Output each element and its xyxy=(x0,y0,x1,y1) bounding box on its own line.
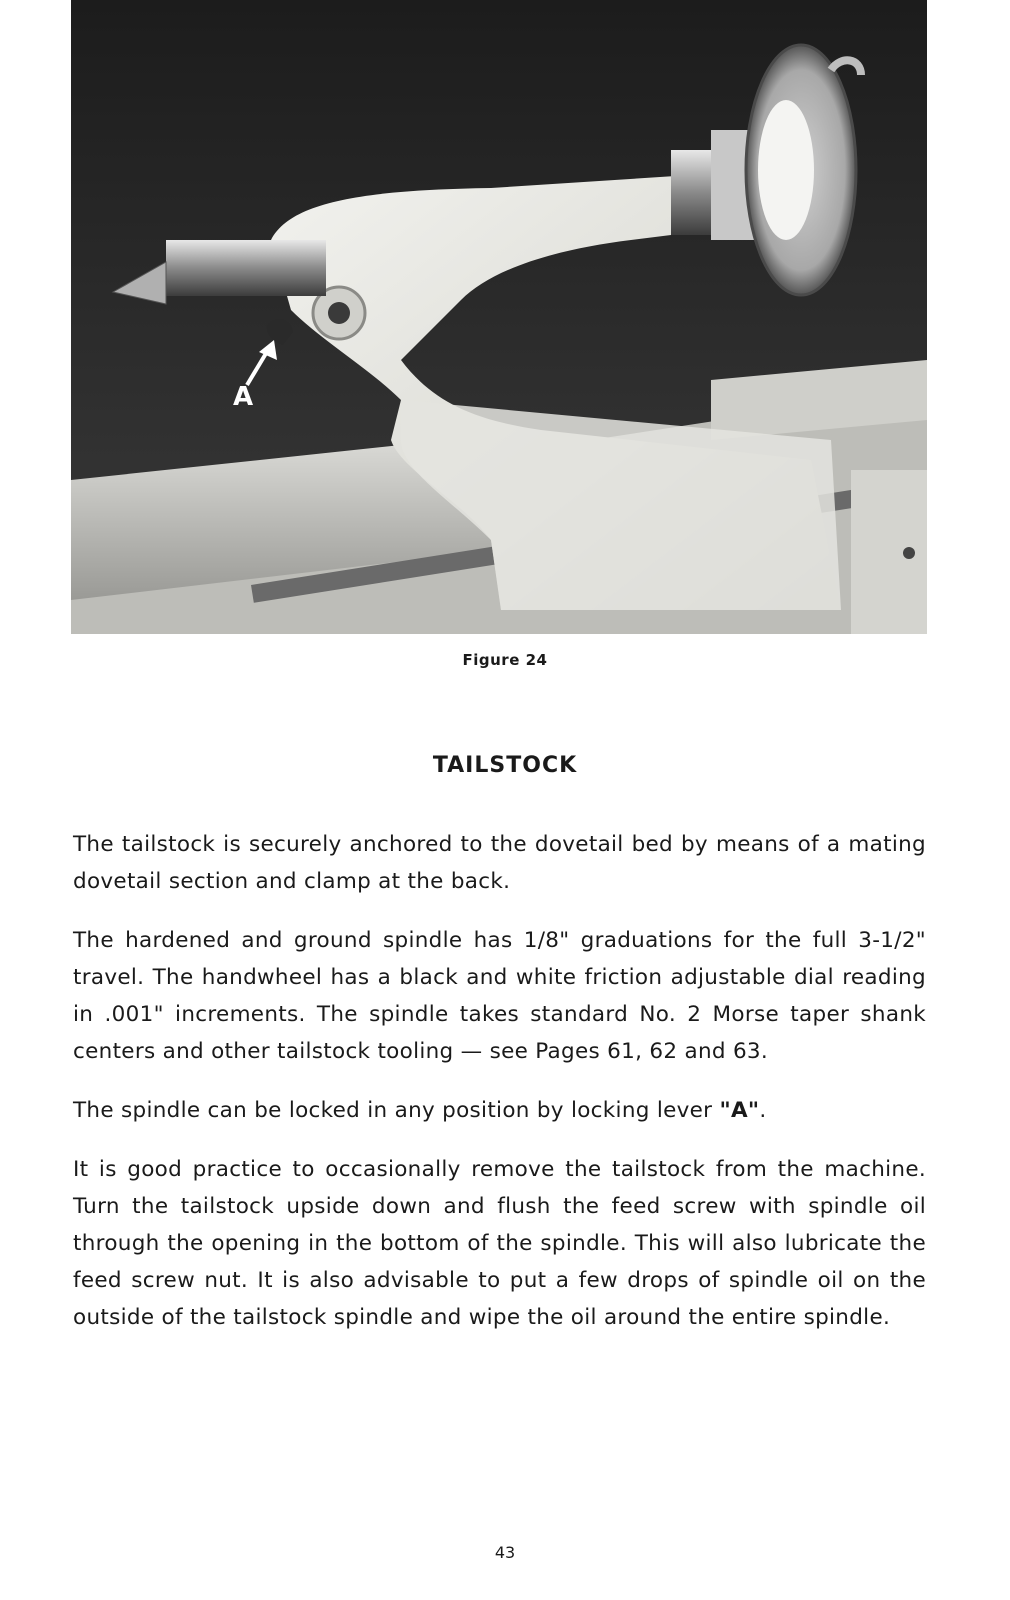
paragraph-3 xyxy=(73,1092,926,1129)
paragraph-3-prefix: The spindle can be locked in any position by locking lever xyxy=(73,1098,720,1123)
page-number: 43 xyxy=(494,1543,516,1562)
paragraph-3-suffix: . xyxy=(759,1098,767,1123)
tailstock-spindle xyxy=(166,240,326,296)
paragraph-1: The tailstock is securely anchored to the dovetail bed by means of a mating dovetail section and clamp at the back. xyxy=(73,832,926,894)
carriage-knob xyxy=(903,547,915,559)
carriage-edge xyxy=(851,470,927,634)
section-title: TAILSTOCK xyxy=(432,753,578,778)
body-text xyxy=(73,826,926,1358)
handwheel-dial xyxy=(758,100,814,240)
tailstock-illustration xyxy=(71,0,927,634)
lever-label: "A" xyxy=(719,1098,760,1123)
figure-label-a: A xyxy=(233,382,254,412)
tailstock-photo xyxy=(71,0,927,634)
paragraph-4: It is good practice to occasionally remove the tailstock from the machine. Turn the tailstock upside down and flush the feed screw with spindle oil through the opening in the bottom of the spindle. This will also lubricate the feed screw nut. It is also advisable to put a few drops of spindle oil on the outside of the tailstock spindle and wipe the oil around the entire spindle. xyxy=(73,1157,926,1330)
paragraph-2: The hardened and ground spindle has 1/8" graduations for the full 3-1/2" travel. The handwheel has a black and white friction adjustable dial reading in .001" increments. The spindle takes standard No. 2 Morse taper shank centers and other tailstock tooling — see Pages 61, 62 and 63. xyxy=(73,928,926,1064)
figure-caption: Figure 24 xyxy=(462,651,548,669)
lock-lever-hole xyxy=(328,302,350,324)
